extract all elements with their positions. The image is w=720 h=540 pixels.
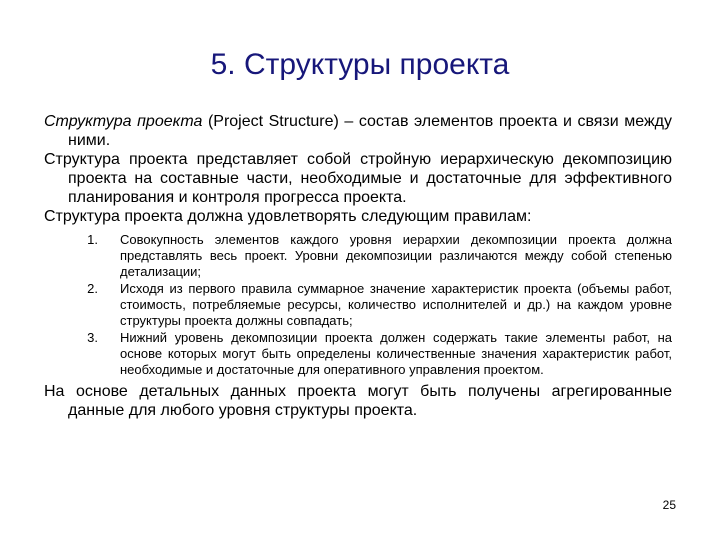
rule-text: Исходя из первого правила суммарное значение характеристик проекта (объемы работ, стоимость, потребляемые ресурсы, количество исполнителей и др.) на каждом уровне структуры проекта должны совпадать;	[120, 281, 672, 328]
rules-list	[44, 232, 672, 378]
defined-term: Структура проекта	[44, 113, 203, 130]
description-paragraph: Структура проекта представляет собой стройную иерархическую декомпозицию проекта на составные части, необходимые и достаточные для эффективного планирования и контроля прогресса проекта.	[44, 151, 672, 206]
rule-number: 2.	[87, 281, 98, 296]
rule-text: Нижний уровень декомпозиции проекта должен содержать такие элементы работ, на основе которых могут быть определены количественные значения характеристик работ, необходимые и достаточные для оперативного управления проектом.	[120, 330, 672, 377]
rule-item	[44, 281, 672, 329]
page-number: 25	[662, 498, 676, 512]
rule-number: 1.	[87, 232, 98, 247]
conclusion-paragraph: На основе детальных данных проекта могут быть получены агрегированные данные для любого уровня структуры проекта.	[44, 383, 672, 419]
rule-number: 3.	[87, 330, 98, 345]
slide-body	[44, 112, 672, 420]
definition-paragraph	[44, 112, 672, 150]
rule-item	[44, 330, 672, 378]
slide-title: 5. Структуры проекта	[210, 48, 510, 81]
rules-intro-paragraph: Структура проекта должна удовлетворять следующим правилам:	[44, 208, 532, 225]
definition-text: (Project Structure) – состав элементов проекта и связи между ними.	[68, 113, 673, 149]
rule-text: Совокупность элементов каждого уровня иерархии декомпозиции проекта должна представлять весь проект. Уровни декомпозиции различаются между собой степенью детализации;	[120, 232, 672, 279]
rule-item	[44, 232, 672, 280]
